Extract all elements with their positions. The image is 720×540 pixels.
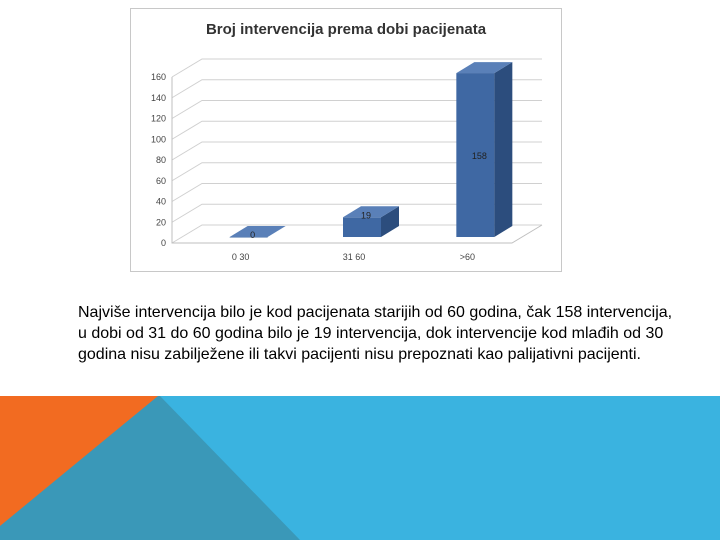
y-tick-label: 80: [155, 155, 166, 165]
y-tick-label: 0: [160, 238, 166, 248]
bar: [230, 237, 268, 238]
bar-top: [230, 226, 286, 237]
y-tick-label: 40: [155, 196, 166, 207]
caption-text: Najviše intervencija bilo je kod pacijenata starijih od 60 godina, čak 158 intervencija, u dobi od 31 do 60 godina bilo je 19 intervencija, dok intervencije kod mlađih od 30 godina nisu zabilježene ili takvi pacijenti nisu prepoznati kao palijativni pacijenti.: [78, 304, 673, 363]
data-label: 158: [471, 151, 487, 162]
y-axis-ticks: [151, 72, 166, 248]
y-tick-label: 100: [150, 134, 166, 145]
data-label: 0: [250, 230, 256, 240]
chart-title: Broj intervencija prema dobi pacijenata: [205, 21, 487, 38]
x-tick-label: 31 60: [342, 252, 366, 262]
x-tick-label: 0 30: [231, 252, 250, 262]
data-label: 19: [360, 210, 372, 221]
y-tick-label: 20: [155, 217, 166, 228]
bar-side: [494, 62, 512, 237]
y-tick-label: 60: [155, 175, 166, 186]
chart-bars: [230, 62, 513, 240]
y-tick-label: 160: [150, 72, 166, 82]
x-tick-label: >60: [459, 252, 475, 262]
decorative-banner: [0, 396, 720, 540]
y-tick-label: 140: [150, 92, 166, 103]
bar-chart: [130, 8, 562, 272]
y-tick-label: 120: [150, 113, 166, 124]
x-axis-ticks: [232, 252, 475, 262]
